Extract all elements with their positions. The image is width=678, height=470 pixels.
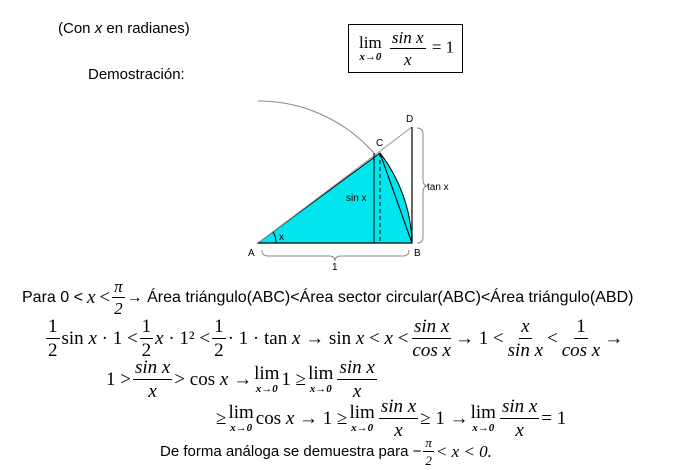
line1-a: Para 0 < (22, 288, 83, 306)
frac-sin-cos (410, 317, 453, 360)
brace-one (262, 250, 409, 261)
l2-t3: · 1² < (168, 327, 211, 349)
demo-label: Demostración: (88, 66, 185, 83)
frac-sin-x-3 (379, 397, 418, 440)
l4-x: x (285, 407, 295, 429)
n: x (521, 316, 530, 337)
l2-t4: · 1 · tan (227, 327, 288, 349)
frac-sin-x-1 (133, 358, 172, 401)
l2-t8: → 1 < (454, 327, 504, 349)
n: 1 (214, 316, 224, 337)
frac-sin-x-2 (337, 358, 376, 401)
l4-t4: ≥ 1 → (420, 407, 469, 429)
label-a: A (248, 248, 255, 259)
d: x (148, 381, 157, 402)
n: 1 (48, 316, 58, 337)
l4-t5: = 1 (541, 407, 567, 429)
sub: x→0 (472, 422, 495, 434)
n: π (425, 435, 432, 450)
label-tan: tan x (427, 182, 449, 193)
lim: lim (349, 402, 375, 423)
d: 2 (141, 340, 152, 361)
l3-t1: 1 > (106, 368, 131, 390)
n: 1 (141, 316, 152, 337)
sub: x→0 (230, 422, 253, 434)
l4-t2: cos (255, 407, 282, 429)
l2-t9: < (547, 327, 558, 349)
l3-t2: > cos (174, 368, 216, 390)
frac-half-3 (212, 317, 226, 360)
l4-lim-3 (471, 403, 496, 434)
note-prefix: (Con (58, 20, 95, 37)
l4-t1: ≥ (216, 407, 227, 429)
sub: x→0 (255, 383, 278, 395)
note-suffix: en radianes) (102, 20, 190, 37)
l3-lim-2 (308, 364, 333, 395)
l2-t2: · 1 < (101, 327, 138, 349)
l3-lim-1 (254, 364, 279, 395)
d: 2 (214, 340, 224, 361)
l3-t4: 1 ≥ (281, 368, 307, 390)
l5-b: < x < 0. (435, 441, 492, 461)
l4-t3: → 1 ≥ (299, 407, 348, 429)
l3-x: x (219, 368, 229, 390)
l2-x1: x (88, 327, 97, 349)
label-c: C (376, 138, 384, 149)
l4-lim-2 (349, 403, 374, 434)
n: sin x (501, 396, 538, 417)
lim: lim (470, 402, 496, 423)
formula-den: x (403, 50, 412, 69)
n: sin x (414, 316, 450, 337)
l2-x4: x (355, 327, 365, 349)
d: x (515, 420, 524, 441)
sub: x→0 (351, 422, 374, 434)
n: sin x (339, 357, 375, 378)
d: 2 (425, 453, 432, 468)
n: sin x (380, 396, 417, 417)
label-b: B (414, 248, 421, 259)
d: sin x (507, 340, 544, 361)
proof-line-1 (22, 278, 633, 317)
d: x (394, 420, 403, 441)
d: cos x (561, 340, 601, 361)
l4-lim-1 (228, 403, 253, 434)
frac-one-cos (560, 317, 603, 360)
frac-half-1 (46, 317, 60, 360)
lim: lim (254, 363, 280, 384)
line1-pi-frac (112, 278, 125, 317)
line1-x: x (86, 286, 96, 308)
d: 2 (48, 340, 58, 361)
formula-num: sin x (391, 28, 424, 47)
l2-t1: sin (61, 327, 84, 349)
l3-t3: → (233, 368, 253, 390)
formula-lim-sub: x→0 (359, 51, 382, 63)
line1-lt: < (99, 286, 111, 308)
label-one: 1 (332, 262, 338, 270)
l5-pi-frac (423, 436, 434, 467)
label-d: D (406, 114, 414, 125)
pi-den: 2 (114, 299, 123, 318)
d: x (352, 381, 362, 402)
l5-a: De forma análoga se demuestra para − (160, 443, 422, 460)
l2-arrow: → (604, 327, 624, 349)
frac-x-sin (506, 317, 545, 360)
line1-b: → Área triángulo(ABC)<Área sector circular(ABC)<Área triángulo(ABD) (126, 288, 634, 306)
proof-line-2 (44, 317, 623, 360)
d: cos x (412, 340, 451, 361)
n: sin x (134, 357, 171, 378)
pi-num: π (114, 277, 123, 296)
proof-line-5 (160, 436, 492, 467)
l2-x3: x (291, 327, 301, 349)
formula-lim-text: lim (359, 33, 382, 52)
l2-t5: → sin (305, 327, 352, 349)
label-sin: sin x (346, 193, 367, 204)
frac-sin-x-4 (500, 397, 539, 440)
n: 1 (576, 316, 586, 337)
note-var: x (94, 20, 103, 37)
proof-line-4 (216, 397, 566, 440)
sub: x→0 (309, 383, 332, 395)
l2-x5: x (384, 327, 393, 349)
proof-line-3 (106, 358, 379, 401)
label-x: x (279, 232, 284, 243)
l2-t6: < (369, 327, 380, 349)
l2-x2: x (155, 327, 164, 349)
formula-rhs: = 1 (431, 37, 455, 57)
l2-t7: < (397, 327, 409, 349)
frac-half-2 (140, 317, 154, 360)
lim: lim (228, 402, 254, 423)
lim: lim (308, 363, 334, 384)
